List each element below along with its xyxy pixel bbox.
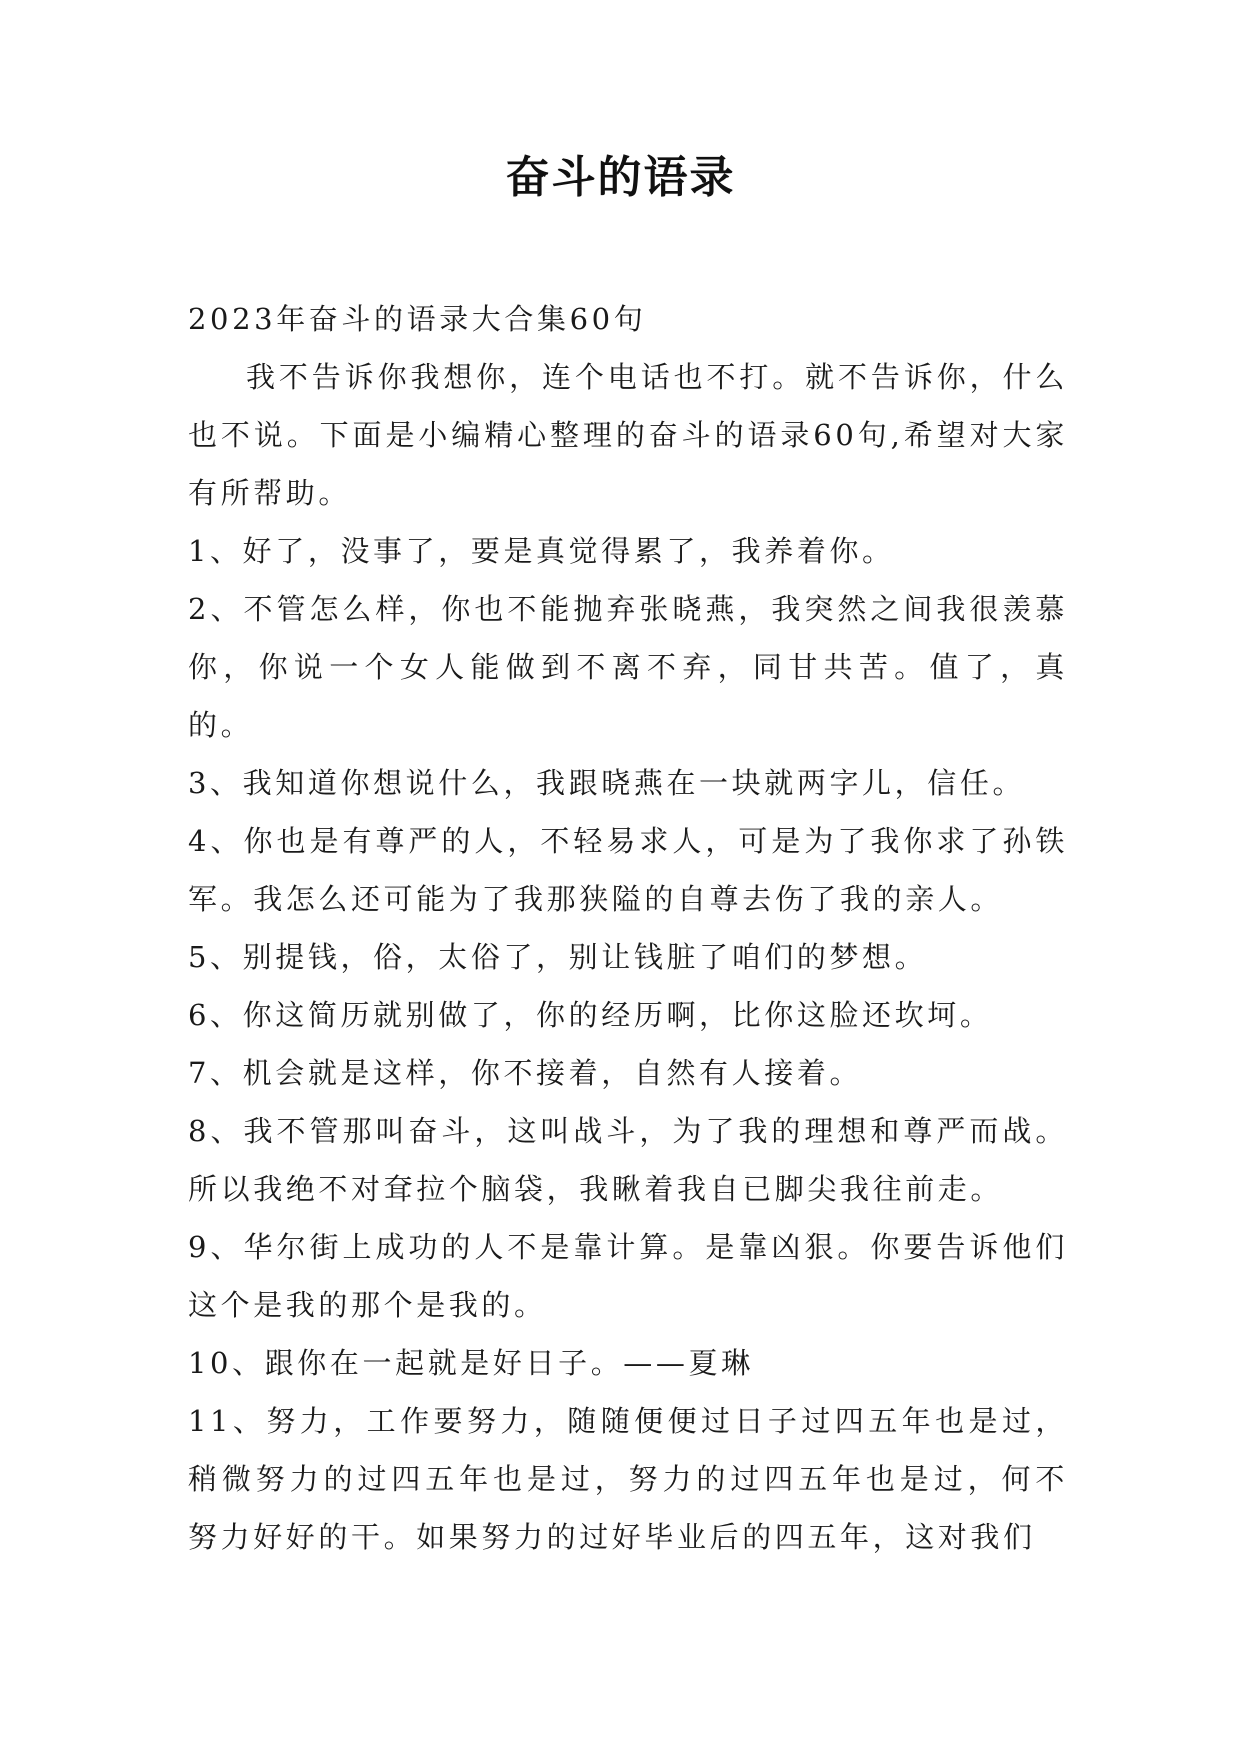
quote-item-8: 8、我不管那叫奋斗，这叫战斗，为了我的理想和尊严而战。所以我绝不对耷拉个脑袋，我瞅着我自已脚尖我往前走。 (188, 1114, 1068, 1206)
document-title: 奋斗的语录 (505, 152, 736, 203)
quote-item-2: 2、不管怎么样，你也不能抛弃张晓燕，我突然之间我很羡慕你，你说一个女人能做到不离不弃，同甘共苦。值了，真的。 (188, 592, 1068, 742)
quote-item-5: 5、别提钱，俗，太俗了，别让钱脏了咱们的梦想。 (188, 940, 928, 974)
intro-paragraph: 我不告诉你我想你，连个电话也不打。就不告诉你，什么也不说。下面是小编精心整理的奋斗的语录60句,希望对大家有所帮助。 (188, 360, 1068, 510)
quote-item-6: 6、你这简历就别做了，你的经历啊，比你这脸还坎坷。 (188, 998, 993, 1032)
quote-item-11: 11、努力，工作要努力，随随便便过日子过四五年也是过，稍微努力的过四五年也是过，努力的过四五年也是过，何不努力好好的干。如果努力的过好毕业后的四五年，这对我们 (188, 1404, 1068, 1554)
quote-item-10: 10、跟你在一起就是好日子。——夏琳 (188, 1346, 754, 1380)
document-subtitle: 2023年奋斗的语录大合集60句 (188, 302, 647, 336)
quote-item-9: 9、华尔街上成功的人不是靠计算。是靠凶狠。你要告诉他们这个是我的那个是我的。 (188, 1230, 1068, 1322)
quote-item-4: 4、你也是有尊严的人，不轻易求人，可是为了我你求了孙铁军。我怎么还可能为了我那狭隘的自尊去伤了我的亲人。 (188, 824, 1068, 916)
quote-item-7: 7、机会就是这样，你不接着，自然有人接着。 (188, 1056, 863, 1090)
quote-item-3: 3、我知道你想说什么，我跟晓燕在一块就两字儿，信任。 (188, 766, 1026, 800)
quote-item-1: 1、好了，没事了，要是真觉得累了，我养着你。 (188, 534, 895, 568)
document-body (188, 290, 1068, 1566)
